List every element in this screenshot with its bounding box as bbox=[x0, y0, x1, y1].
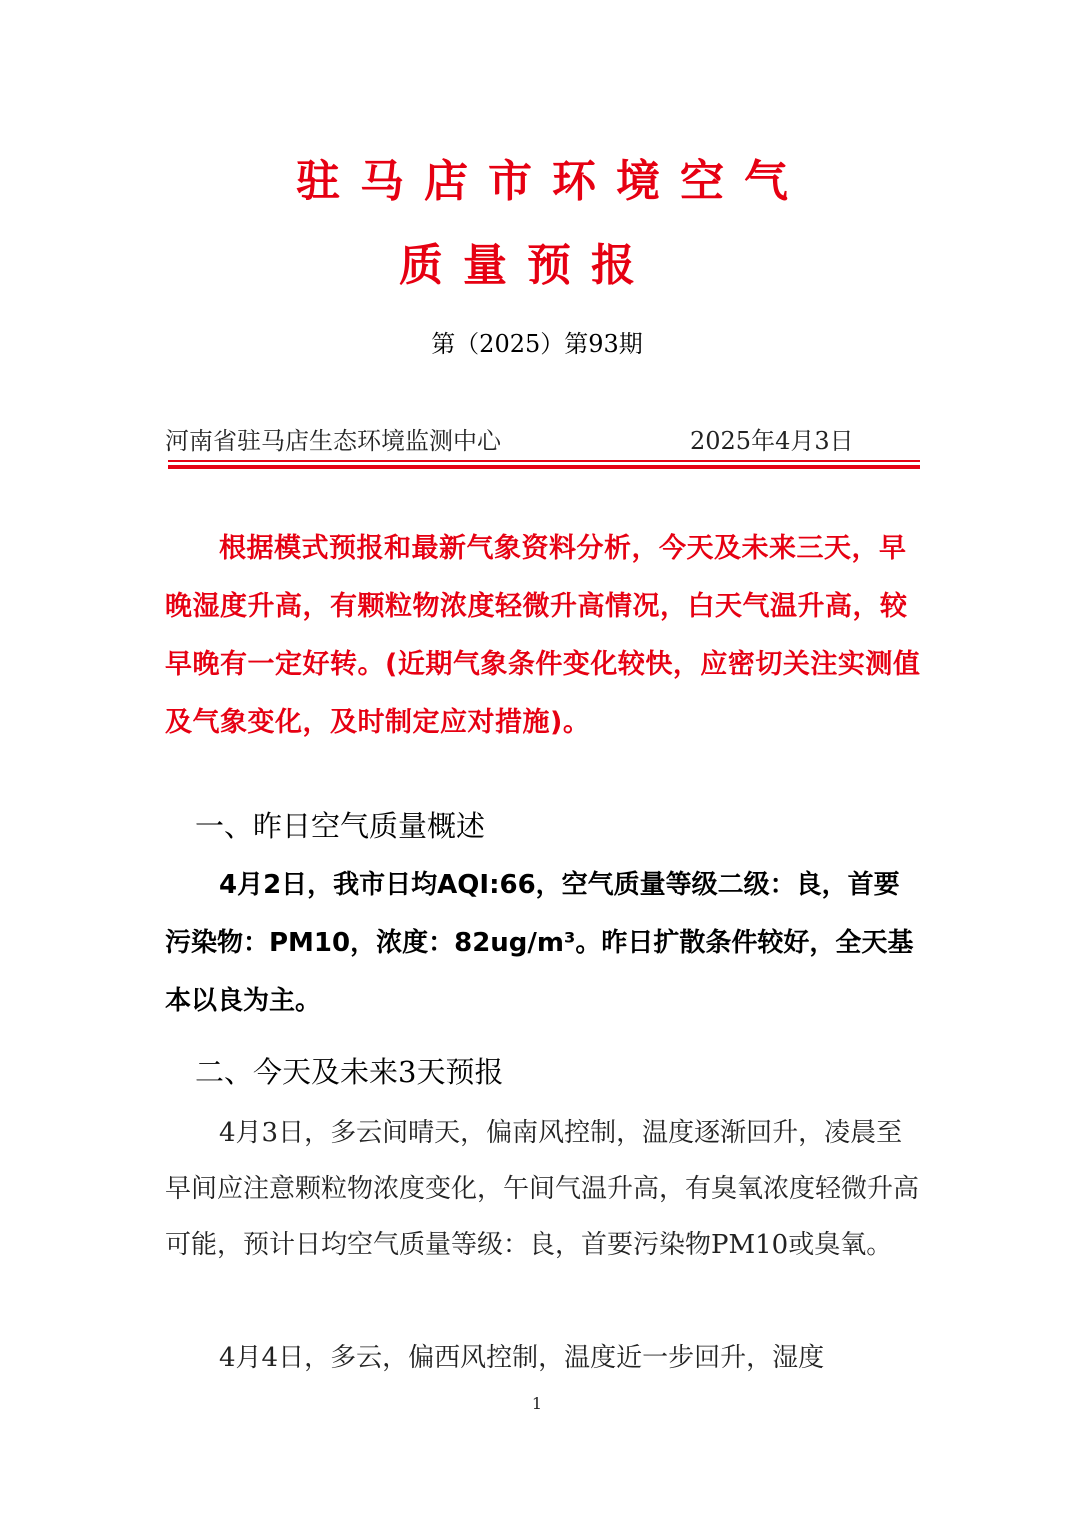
issue-date: 2025年4月3日 bbox=[690, 427, 854, 455]
section1-heading: 一、昨日空气质量概述 bbox=[195, 809, 486, 843]
document-title-line1: 驻马店市环境空气 bbox=[296, 156, 808, 207]
document-title-line2: 质量预报 bbox=[399, 240, 655, 291]
issuer-name: 河南省驻马店生态环境监测中心 bbox=[165, 427, 501, 455]
section2-day1: 4月3日，多云间晴天，偏南风控制，温度逐渐回升，凌晨至早间应注意颗粒物浓度变化，午间气温升高，有臭氧浓度轻微升高可能，预计日均空气质量等级：良，首要污染物PM10或臭氧。 bbox=[165, 1118, 920, 1260]
header-divider-thick bbox=[168, 465, 920, 469]
header-divider-thin bbox=[168, 460, 920, 462]
page-number: 1 bbox=[531, 1394, 543, 1413]
forecast-summary: 根据模式预报和最新气象资料分析，今天及未来三天，早晚湿度升高，有颗粒物浓度轻微升高情况，白天气温升高，较早晚有一定好转。(近期气象条件变化较快，应密切关注实测值及气象变化，及时制定应对措施)。 bbox=[165, 533, 921, 738]
section2-day2: 4月4日，多云，偏西风控制，温度近一步回升，湿度 bbox=[219, 1343, 825, 1373]
issue-number: 第（2025）第93期 bbox=[431, 330, 643, 358]
section2-heading: 二、今天及未来3天预报 bbox=[195, 1055, 504, 1089]
section1-body: 4月2日，我市日均AQI:66，空气质量等级二级：良，首要污染物：PM10，浓度：82ug/m³。昨日扩散条件较好，全天基本以良为主。 bbox=[165, 870, 914, 1016]
